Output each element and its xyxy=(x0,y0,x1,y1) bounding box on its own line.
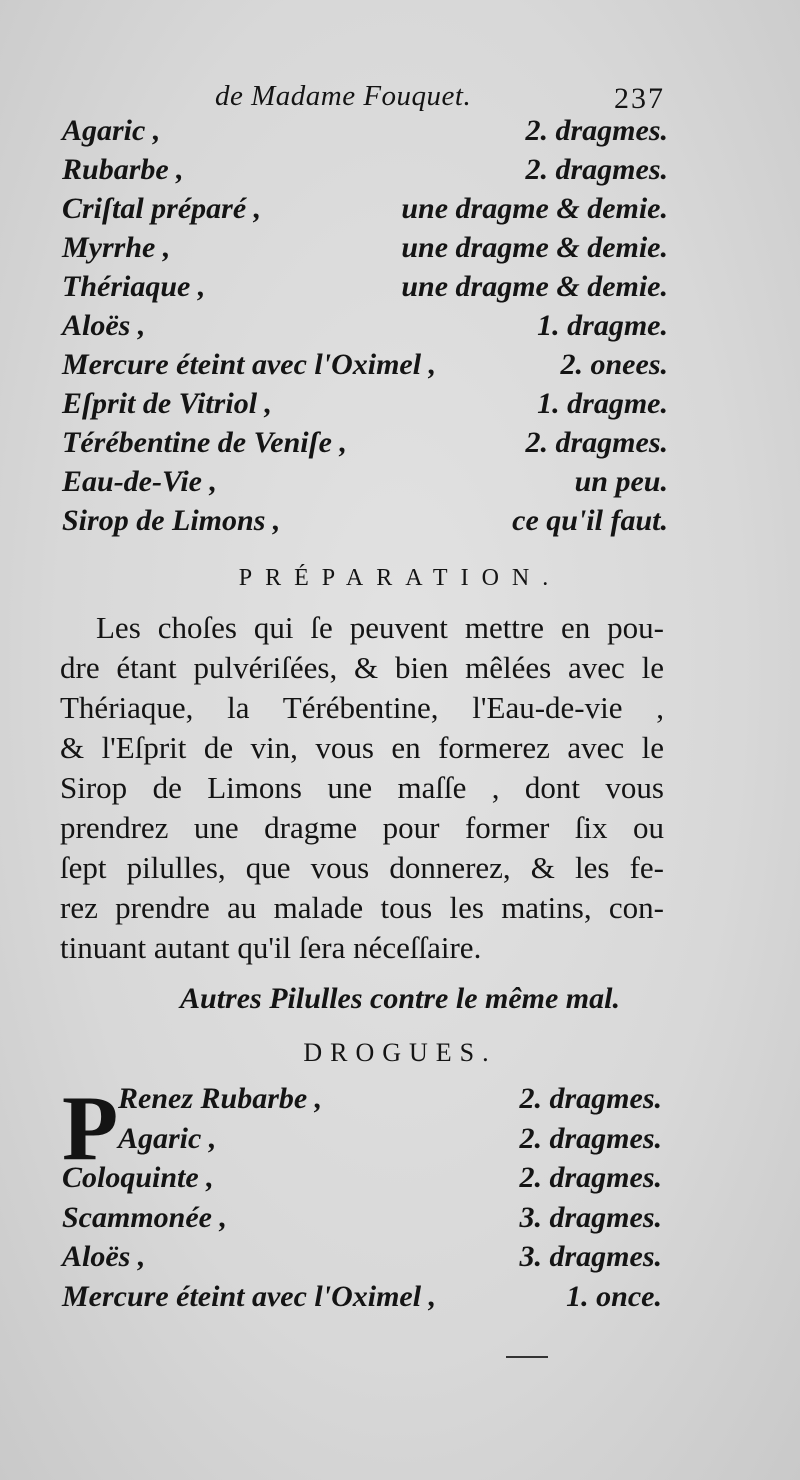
list-item xyxy=(0,309,800,348)
ingredient-name: Eau-de-Vie , xyxy=(62,465,217,498)
paragraph-line: rez prendre au malade tous les matins, con- xyxy=(60,890,664,925)
drop-cap: P xyxy=(62,1077,119,1179)
ingredient-name: Thériaque , xyxy=(62,270,206,303)
ingredient-name: Aloës , xyxy=(62,1240,146,1273)
list-item xyxy=(0,1161,800,1201)
ingredient-name: Mercure éteint avec l'Oximel , xyxy=(62,348,437,381)
list-item xyxy=(0,504,800,543)
ingredient-quantity: 2. dragmes. xyxy=(525,153,668,186)
list-item xyxy=(0,270,800,309)
drogues-heading: DROGUES. xyxy=(303,1038,497,1067)
paragraph-line: & l'Eſprit de vin, vous en formerez avec le xyxy=(60,730,664,765)
ingredient-quantity: un peu. xyxy=(574,465,668,498)
list-item xyxy=(0,1240,800,1280)
ingredient-name: Rubarbe , xyxy=(62,153,184,186)
list-item xyxy=(0,114,800,153)
ingredient-quantity: 2. dragmes. xyxy=(519,1161,662,1194)
ingredient-name: Criſtal préparé , xyxy=(62,192,262,225)
paragraph-line: tinuant autant qu'il ſera néceſſaire. xyxy=(60,930,482,965)
ingredient-quantity: 2. onees. xyxy=(560,348,668,381)
ingredient-quantity: 2. dragmes. xyxy=(525,426,668,459)
running-head: de Madame Fouquet. xyxy=(215,80,472,112)
paragraph-line: ſept pilulles, que vous donnerez, & les fe- xyxy=(60,850,664,885)
ingredient-quantity: une dragme & demie. xyxy=(401,270,668,303)
ingredient-name: Mercure éteint avec l'Oximel , xyxy=(62,1279,437,1313)
end-rule xyxy=(506,1356,548,1358)
list-item xyxy=(0,153,800,192)
paragraph-line: prendrez une dragme pour former ſix ou xyxy=(60,810,664,845)
ingredient-quantity: 1. dragme. xyxy=(537,309,668,342)
preparation-paragraph xyxy=(60,608,664,968)
paragraph-line: Thériaque, la Térébentine, l'Eau-de-vie , xyxy=(60,690,664,725)
ingredient-quantity: 2. dragmes. xyxy=(519,1082,662,1115)
ingredient-name: Myrrhe , xyxy=(62,231,171,264)
ingredient-quantity: 1. dragme. xyxy=(537,387,668,420)
list-item xyxy=(0,348,800,387)
ingredient-name: Sirop de Limons , xyxy=(62,504,281,537)
ingredient-list-two xyxy=(0,1077,800,1319)
section-subtitle: Autres Pilulles contre le même mal. xyxy=(180,982,620,1015)
list-item xyxy=(0,387,800,426)
list-item xyxy=(0,1201,800,1241)
list-item xyxy=(0,426,800,465)
paragraph-line: dre étant pulvériſées, & bien mêlées avec le xyxy=(60,650,664,685)
list-item xyxy=(0,465,800,504)
ingredient-quantity: 3. dragmes. xyxy=(519,1200,662,1234)
ingredient-quantity: 1. once. xyxy=(566,1279,662,1313)
list-item xyxy=(0,192,800,231)
ingredient-quantity: 2. dragmes. xyxy=(519,1121,662,1155)
ingredient-quantity: 2. dragmes. xyxy=(525,114,668,147)
list-item xyxy=(0,1122,800,1162)
ingredient-name: Scammonée , xyxy=(62,1200,227,1234)
page-number: 237 xyxy=(614,82,665,115)
ingredient-name: Agaric , xyxy=(62,114,161,147)
preparation-heading: PRÉPARATION. xyxy=(238,565,562,591)
ingredient-quantity: une dragme & demie. xyxy=(401,192,668,225)
ingredient-name: Aloës , xyxy=(62,309,146,342)
list-item xyxy=(0,231,800,270)
ingredient-name: Renez Rubarbe , xyxy=(118,1082,323,1115)
ingredient-name: Térébentine de Veniſe , xyxy=(62,426,347,459)
ingredient-name: Agaric , xyxy=(118,1121,217,1155)
ingredient-quantity: ce qu'il faut. xyxy=(512,504,668,537)
ingredient-quantity: 3. dragmes. xyxy=(519,1240,662,1273)
list-item xyxy=(0,1280,800,1320)
ingredient-list-one xyxy=(0,114,800,543)
paragraph-line: Sirop de Limons une maſſe , dont vous xyxy=(60,770,664,805)
ingredient-quantity: une dragme & demie. xyxy=(401,231,668,264)
ingredient-name: Eſprit de Vitriol , xyxy=(62,387,273,420)
paragraph-line: Les choſes qui ſe peuvent mettre en pou- xyxy=(96,610,664,645)
ingredient-name: Coloquinte , xyxy=(62,1161,214,1194)
list-item xyxy=(0,1082,800,1122)
